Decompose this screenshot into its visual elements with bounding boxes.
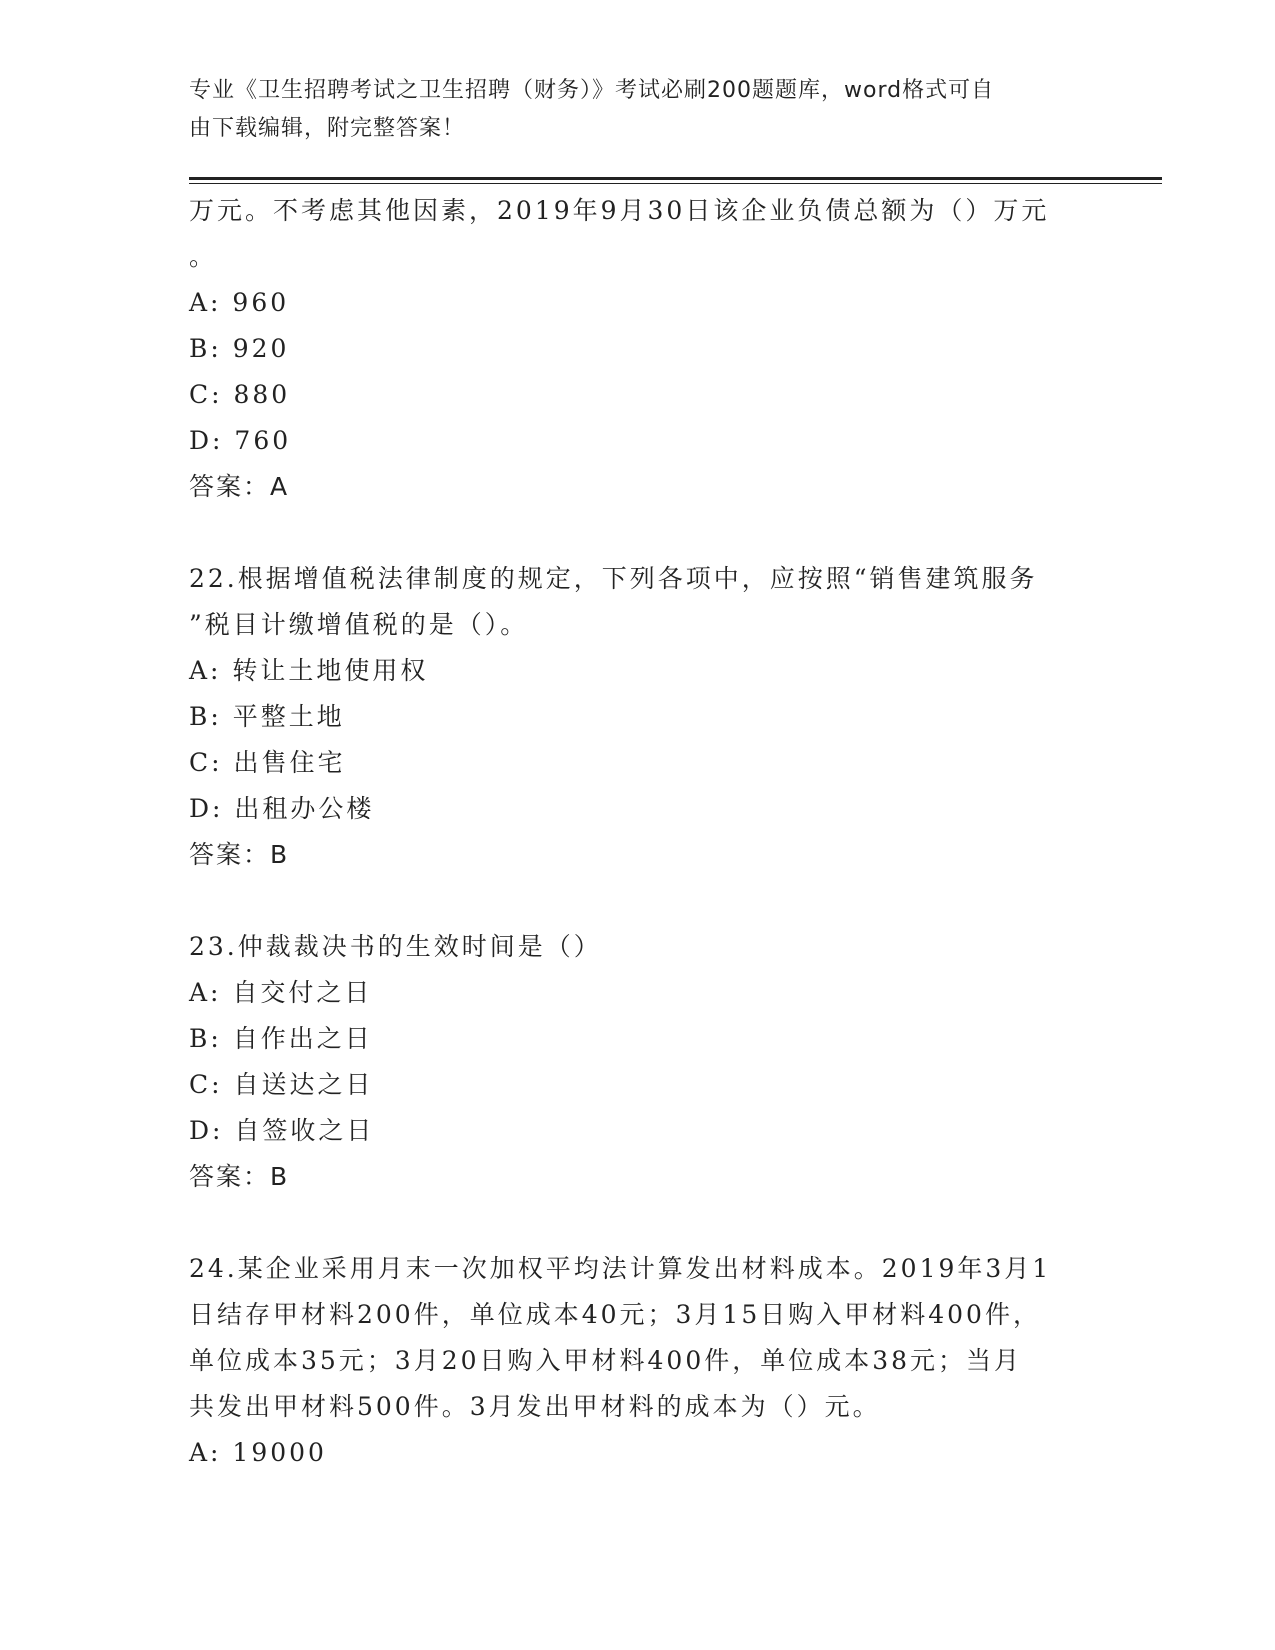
header-line-1: 专业《卫生招聘考试之卫生招聘（财务）》考试必刷200题题库，word格式可自 <box>189 78 995 103</box>
answer-line: 答案：B <box>189 840 290 869</box>
option-b: B: 自作出之日 <box>189 1024 373 1053</box>
question-text-line: 单位成本35元；3月20日购入甲材料400件，单位成本38元；当月 <box>189 1346 1023 1375</box>
document-header <box>189 72 1089 148</box>
option-d: D: 出租办公楼 <box>189 794 375 823</box>
question-text-line: 23.仲裁裁决书的生效时间是（） <box>189 932 602 961</box>
header-rule-thick <box>189 177 1162 180</box>
option-a: A: 960 <box>189 288 290 317</box>
question-text-line: 日结存甲材料200件，单位成本40元；3月15日购入甲材料400件， <box>189 1300 1041 1329</box>
option-a: A: 自交付之日 <box>189 978 373 1007</box>
question-22 <box>189 556 1089 878</box>
spacer <box>189 878 1089 924</box>
option-d: D: 自签收之日 <box>189 1116 375 1145</box>
option-b: B: 平整土地 <box>189 702 345 731</box>
question-text-line: 万元。不考虑其他因素，2019年9月30日该企业负债总额为（）万元 <box>189 196 1050 225</box>
spacer <box>189 510 1089 556</box>
question-text-line: 22.根据增值税法律制度的规定，下列各项中，应按照“销售建筑服务 <box>189 564 1038 593</box>
question-text-line: 共发出甲材料500件。3月发出甲材料的成本为（）元。 <box>189 1392 881 1421</box>
question-text-line: 24.某企业采用月末一次加权平均法计算发出材料成本。2019年3月1 <box>189 1254 1052 1283</box>
answer-line: 答案：A <box>189 472 290 501</box>
question-23 <box>189 924 1089 1200</box>
option-a: A: 转让土地使用权 <box>189 656 429 685</box>
question-21 <box>189 188 1089 510</box>
question-24 <box>189 1246 1089 1476</box>
question-text-line: ”税目计缴增值税的是（）。 <box>189 610 529 639</box>
option-c: C: 出售住宅 <box>189 748 346 777</box>
question-text-line: 。 <box>189 242 218 271</box>
option-c: C: 自送达之日 <box>189 1070 374 1099</box>
document-body <box>189 188 1089 1476</box>
header-rule-thin <box>189 183 1162 184</box>
option-b: B: 920 <box>189 334 290 363</box>
option-a: A: 19000 <box>189 1438 327 1467</box>
option-d: D: 760 <box>189 426 292 455</box>
answer-line: 答案：B <box>189 1162 290 1191</box>
spacer <box>189 1200 1089 1246</box>
header-line-2: 由下载编辑，附完整答案！ <box>189 116 466 141</box>
option-c: C: 880 <box>189 380 291 409</box>
